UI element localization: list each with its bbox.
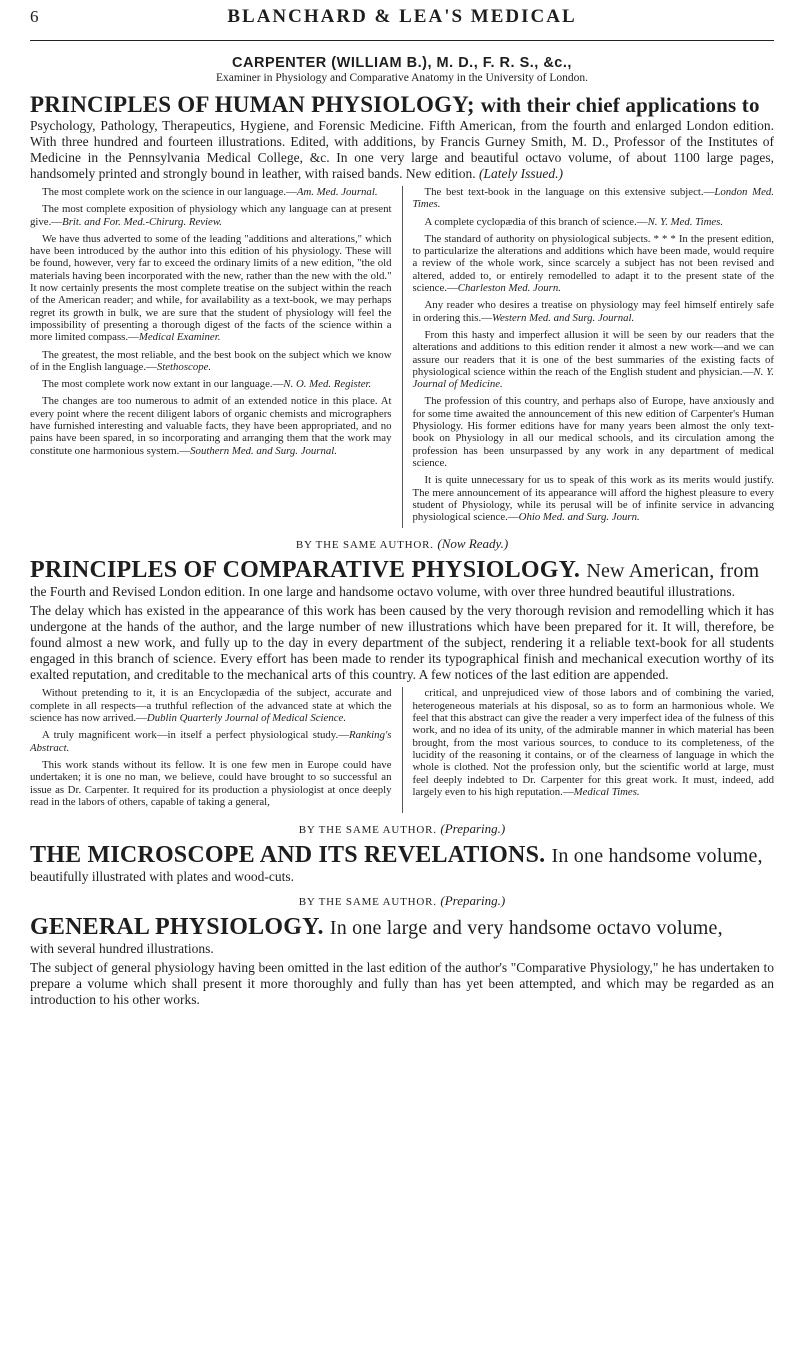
reviews-right xyxy=(413,687,775,813)
book-status: (Now Ready.) xyxy=(437,536,509,552)
review-text: We have thus adverted to some of the leading "additions and alterations," which have been introduced by the author into this edition of his physiology. These will be found, however, very far to exceed the ordinary limits of a new edition, "the old materials having been incorporated with the new, rather than the new with the old." It now certainly presents the most complete treatise on the subject within the reach of the American reader; and while, for availability as a text-book, we may perhaps regret its growth in bulk, we are sure that the student of physiology will feel the impossibility of presenting a thorough digest of the facts of the science within a more limited compass.— xyxy=(30,232,392,344)
book-blurb: The delay which has existed in the appearance of this work has been caused by the very thorough revision and remodelling which it has undergone at the hands of the author, and the large number of new illustrations which have been prepared for it. It will, therefore, be found almost a new work, and fully up to the day in every department of the subject, rendering it a reliable text-book for all students engaged in this branch of science. Every effort has been made to render its typographical finish and mechanical execution worthy of its exalted reputation, and creditable to the mechanical arts of this country. A few notices of the last edition are appended. xyxy=(30,603,774,683)
review-source: Medical Examiner. xyxy=(138,331,221,344)
review-text: The greatest, the most reliable, and the best book on the subject which we know of in the English language.— xyxy=(30,348,392,373)
running-title: BLANCHARD & LEA'S MEDICAL xyxy=(227,6,577,27)
review-source: N. O. Med. Register. xyxy=(283,378,372,391)
review xyxy=(413,395,775,469)
review-text: A truly magnificent work—in itself a perfect physiological study.— xyxy=(42,729,349,742)
book-title-rest: New American, from xyxy=(586,560,760,583)
review xyxy=(413,687,775,798)
book-status: (Lately Issued.) xyxy=(479,166,563,181)
review xyxy=(30,378,392,390)
review xyxy=(413,329,775,390)
book-description: beautifully illustrated with plates and wood-cuts. xyxy=(30,869,294,885)
review xyxy=(413,216,775,228)
column-divider xyxy=(402,186,403,528)
review xyxy=(30,687,392,724)
review xyxy=(30,203,392,228)
book-title-main: PRINCIPLES OF COMPARATIVE PHYSIOLOGY. xyxy=(30,557,581,584)
review-text: Any reader who desires a treatise on physiology may feel himself entirely safe in ordering this.— xyxy=(412,299,774,324)
review xyxy=(413,299,775,324)
review-text: critical, and unprejudiced view of those labors and of combining the varied, heterogeneous materials at his disposal, so as to form an harmonious whole. We feel that this abstract can give the reader a very imperfect idea of the fulness of this work, and no idea of its unity, of the admirable manner in which material has been brought, from the most various sources, to conduce to its completeness, of the lucidity of the reasoning it contains, or of the clearness of language in which the whole is clothed. Not the profession only, but the scientific world at large, must feel deeply indebted to Dr. Carpenter for this great work. It must, indeed, add largely even to his high reputation.— xyxy=(412,687,774,798)
review-source: Stethoscope. xyxy=(156,360,212,373)
review-source: Medical Times. xyxy=(573,785,640,798)
by-line: BY THE SAME AUTHOR. (Now Ready.) xyxy=(295,536,509,552)
book-status: (Preparing.) xyxy=(440,821,506,837)
author-role: Examiner in Physiology and Comparative Anatomy in the University of London. xyxy=(215,72,589,84)
review-source: London Med. Times. xyxy=(412,186,774,211)
review xyxy=(30,729,392,754)
review-text: The most complete work now extant in our language.— xyxy=(42,378,284,391)
book-blurb: The subject of general physiology having been omitted in the last edition of the author's "Comparative Physiology," he has undertaken to prepare a volume which shall present it more thoroughly and fully than has yet been attempted, and which may be regarded as an introduction to his other works. xyxy=(30,960,774,1008)
book-comparative-physiology xyxy=(30,536,774,813)
column-divider xyxy=(402,687,403,813)
header-rule xyxy=(30,40,774,41)
review-source: Dublin Quarterly Journal of Medical Science. xyxy=(146,712,347,725)
book-title xyxy=(30,843,774,869)
review-text: From this hasty and imperfect allusion it will be seen by our readers that the alterations and additions to this edition render it almost a new work—and we can assure our readers that it is one of the best summaries of the existing facts of physiological science within the reach of the English student and physician.— xyxy=(412,328,774,378)
review-text: The best text-book in the language on this extensive subject.— xyxy=(424,186,715,198)
book-title-rest: with their chief applications to xyxy=(480,93,760,117)
review-source: Ohio Med. and Surg. Journ. xyxy=(518,511,640,524)
review-source: Ranking's Abstract. xyxy=(30,729,392,754)
review xyxy=(413,474,775,523)
review-text: The changes are too numerous to admit of an extended notice in this place. At every point where the recent diligent labors of organic chemists and micrographers have furnished interesting and valuable facts, they have been appropriated, and no pains have been spared, in so incorporating and arranging them that the work may constitute one harmonious system.— xyxy=(30,395,392,457)
review xyxy=(30,186,392,198)
review xyxy=(30,759,392,808)
book-title xyxy=(30,92,774,118)
review xyxy=(30,395,392,456)
reviews-columns xyxy=(30,687,774,813)
book-title-main: PRINCIPLES OF HUMAN PHYSIOLOGY; xyxy=(30,92,475,117)
by-line: BY THE SAME AUTHOR. (Preparing.) xyxy=(298,893,506,909)
reviews-right xyxy=(413,186,775,528)
book-general-physiology xyxy=(30,893,774,1008)
running-head xyxy=(30,0,774,36)
review-text: A complete cyclopædia of this branch of science.— xyxy=(424,215,648,228)
review-source: Charleston Med. Journ. xyxy=(457,282,561,295)
review-source: N. Y. Journal of Medicine. xyxy=(412,365,774,391)
book-title xyxy=(30,915,774,941)
book-description: the Fourth and Revised London edition. In one large and handsome octavo volume, with over three hundred beautiful illustrations. xyxy=(30,584,735,600)
review-source: Brit. and For. Med.-Chirurg. Review. xyxy=(62,215,222,228)
book-title-main: GENERAL PHYSIOLOGY. xyxy=(30,914,324,941)
book-human-physiology xyxy=(30,55,774,528)
review xyxy=(413,233,775,294)
review-text: The most complete work on the science in our language.— xyxy=(42,186,297,198)
review xyxy=(30,349,392,374)
review-text: The standard of authority on physiological subjects. * * * In the present edition, to particularize the alterations and additions which have been made, would require a review of the whole work, since scarcely a subject has not been revised and altered, added to, or entirely remodelled to adapt it to the present state of the science.— xyxy=(412,232,774,295)
review xyxy=(30,233,392,344)
page-number: 6 xyxy=(30,7,39,26)
book-title-rest: In one handsome volume, xyxy=(551,845,763,868)
review-text: This work stands without its fellow. It is one few men in Europe could have undertaken; it is one no man, we believe, could have brought to so successful an issue as Dr. Carpenter. It required for its production a physiologist at once deeply read in the labors of others, capable of taking a general, xyxy=(30,758,392,808)
review-text: The most complete exposition of physiology which any language can at present give.— xyxy=(30,203,392,228)
reviews-left xyxy=(30,186,392,528)
reviews-columns xyxy=(30,186,774,528)
review xyxy=(413,186,775,211)
book-description: Psychology, Pathology, Therapeutics, Hygiene, and Forensic Medicine. Fifth American, from the fourth and enlarged London edition. With three hundred and fourteen illustrations. Edited, with additions, by Francis Gurney Smith, M. D., Professor of the Institutes of Medicine in the Pennsylvania Medical College, &c. In one very large and beautiful octavo volume, of about 1100 large pages, handsomely printed and strongly bound in leather, with raised bands. New edition. (Lately Issued.) xyxy=(30,118,774,181)
book-status: (Preparing.) xyxy=(440,893,506,909)
reviews-left xyxy=(30,687,392,813)
review-source: N. Y. Med. Times. xyxy=(647,215,724,228)
book-description: with several hundred illustrations. xyxy=(30,941,214,957)
review-source: Western Med. and Surg. Journal. xyxy=(491,311,635,324)
book-microscope xyxy=(30,821,774,885)
review-source: Southern Med. and Surg. Journal. xyxy=(190,444,337,457)
author-heading: CARPENTER (WILLIAM B.), M. D., F. R. S., &c., xyxy=(232,55,572,71)
book-title-main: THE MICROSCOPE AND ITS REVELATIONS. xyxy=(30,842,546,869)
review-text: The profession of this country, and perhaps also of Europe, have anxiously and for some time awaited the announcement of this new edition of Carpenter's Human Physiology. His former editions have for many years been almost the only text-book on Physiology in all our medical schools, and its circulation among the profession has been unsurpassed by any work in any department of medical science. xyxy=(412,395,774,469)
review-text: Without pretending to it, it is an Encyclopædia of the subject, accurate and complete in all respects—a truthful reflection of the advanced state at which the science has now arrived.— xyxy=(30,687,392,725)
review-source: Am. Med. Journal. xyxy=(296,186,378,198)
review-text: It is quite unnecessary for us to speak of this work as its merits would justify. The mere announcement of its appearance will afford the highest pleasure to every student of Physiology, while its perusal will be of infinite service in advancing physiological science.— xyxy=(412,474,774,524)
book-title xyxy=(30,558,774,584)
book-title-rest: In one large and very handsome octavo volume, xyxy=(329,917,723,940)
by-line: BY THE SAME AUTHOR. (Preparing.) xyxy=(298,821,506,837)
